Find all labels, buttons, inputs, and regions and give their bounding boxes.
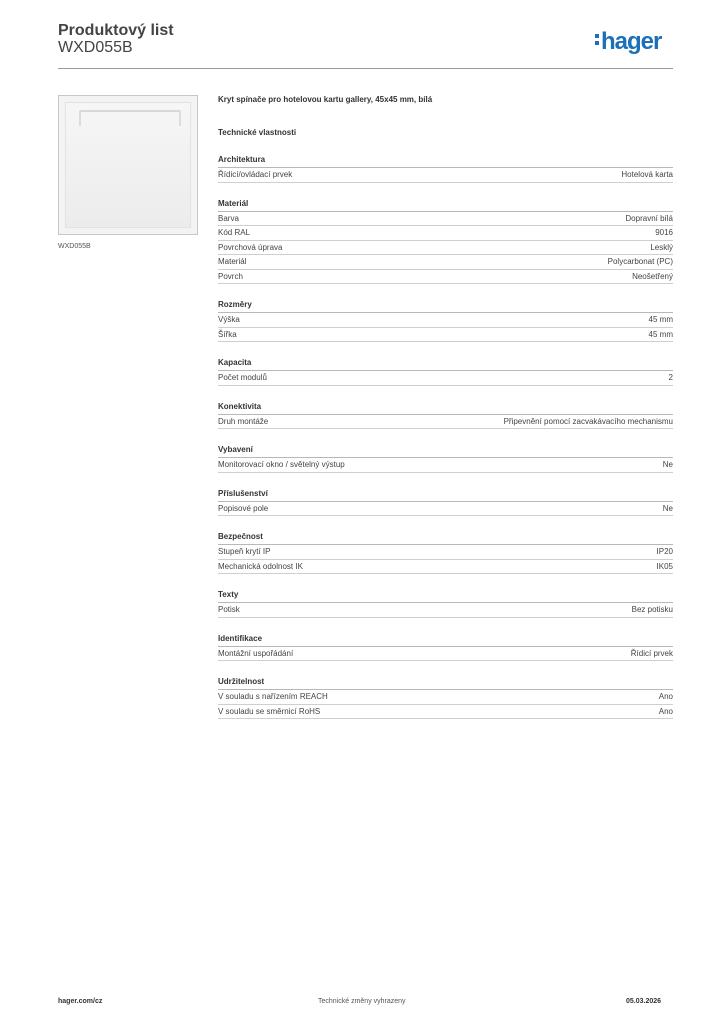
spec-sections bbox=[218, 155, 673, 719]
spec-value: 45 mm bbox=[648, 329, 673, 339]
spec-row bbox=[218, 241, 673, 256]
spec-label: Povrch bbox=[218, 271, 243, 281]
spec-row bbox=[218, 168, 673, 183]
spec-label: Druh montáže bbox=[218, 416, 269, 426]
product-description: Kryt spínače pro hotelovou kartu gallery, 45x45 mm, bílá bbox=[218, 95, 433, 104]
spec-value: Bez potisku bbox=[631, 605, 673, 614]
spec-row bbox=[218, 328, 673, 343]
spec-label: Mechanická odolnost IK bbox=[218, 561, 303, 571]
spec-section bbox=[218, 445, 673, 473]
spec-section bbox=[218, 300, 673, 342]
spec-row bbox=[218, 313, 673, 328]
section-title: Materiál bbox=[218, 199, 673, 212]
spec-label: Potisk bbox=[218, 605, 240, 614]
spec-label: Popisové pole bbox=[218, 503, 269, 513]
spec-label: Materiál bbox=[218, 257, 247, 266]
spec-value: 9016 bbox=[655, 228, 673, 237]
footer-note: Technické změny vyhrazeny bbox=[318, 998, 406, 1005]
spec-row bbox=[218, 647, 673, 662]
spec-row bbox=[218, 255, 673, 270]
spec-value: 2 bbox=[668, 373, 673, 382]
spec-row bbox=[218, 705, 673, 720]
image-caption: WXD055B bbox=[58, 243, 91, 250]
section-title: Rozměry bbox=[218, 300, 673, 313]
spec-value: Dopravní bílá bbox=[625, 213, 673, 223]
spec-row bbox=[218, 560, 673, 575]
spec-value: Připevnění pomocí zacvakávacího mechanismu bbox=[503, 416, 673, 426]
spec-value: Ano bbox=[658, 706, 673, 716]
spec-value: Polycarbonat (PC) bbox=[607, 257, 673, 266]
section-title: Kapacita bbox=[218, 358, 673, 371]
logo-text: hager bbox=[601, 28, 662, 55]
spec-row bbox=[218, 415, 673, 430]
spec-section bbox=[218, 489, 673, 517]
spec-label: V souladu s nařízením REACH bbox=[218, 692, 328, 701]
tech-heading: Technické vlastnosti bbox=[218, 128, 297, 137]
spec-section bbox=[218, 199, 673, 285]
spec-label: Povrchová úprava bbox=[218, 242, 283, 252]
spec-label: Počet modulů bbox=[218, 373, 267, 382]
spec-value: 45 mm bbox=[648, 315, 673, 324]
spec-section bbox=[218, 677, 673, 719]
spec-row bbox=[218, 226, 673, 241]
spec-value: Řídicí prvek bbox=[630, 648, 673, 658]
spec-label: Monitorovací okno / světelný výstup bbox=[218, 460, 345, 469]
section-title: Architektura bbox=[218, 155, 673, 168]
section-title: Bezpečnost bbox=[218, 532, 673, 545]
spec-section bbox=[218, 358, 673, 386]
switch-plate bbox=[65, 102, 191, 228]
spec-row bbox=[218, 458, 673, 473]
section-title: Vybavení bbox=[218, 445, 673, 458]
footer-website: hager.com/cz bbox=[58, 998, 103, 1005]
spec-section bbox=[218, 532, 673, 574]
spec-row bbox=[218, 371, 673, 386]
hager-logo bbox=[595, 28, 661, 58]
spec-section bbox=[218, 155, 673, 183]
spec-row bbox=[218, 603, 673, 618]
spec-value: Ano bbox=[658, 692, 673, 701]
spec-row bbox=[218, 270, 673, 285]
spec-label: Šířka bbox=[218, 329, 237, 339]
section-title: Konektivita bbox=[218, 402, 673, 415]
product-image bbox=[58, 95, 198, 235]
spec-label: Barva bbox=[218, 213, 239, 223]
section-title: Udržitelnost bbox=[218, 677, 673, 690]
spec-value: IK05 bbox=[656, 561, 673, 571]
spec-section bbox=[218, 634, 673, 662]
spec-value: Ne bbox=[662, 460, 673, 469]
footer-date: 05.03.2026 bbox=[626, 998, 662, 1005]
page-title: Produktový list bbox=[58, 22, 174, 39]
spec-label: Výška bbox=[218, 315, 240, 324]
spec-label: Stupeň krytí IP bbox=[218, 547, 271, 556]
spec-value: Hotelová karta bbox=[621, 170, 673, 179]
logo-mark-icon bbox=[595, 34, 599, 45]
header-divider bbox=[58, 68, 673, 69]
spec-row bbox=[218, 690, 673, 705]
spec-value: Lesklý bbox=[650, 242, 673, 252]
product-code: WXD055B bbox=[58, 39, 133, 56]
spec-row bbox=[218, 212, 673, 227]
spec-label: Kód RAL bbox=[218, 228, 251, 237]
section-title: Příslušenství bbox=[218, 489, 673, 502]
spec-value: Neošetřený bbox=[632, 271, 673, 281]
spec-label: Řídicí/ovládací prvek bbox=[218, 170, 293, 179]
section-title: Identifikace bbox=[218, 634, 673, 647]
spec-label: V souladu se směrnicí RoHS bbox=[218, 706, 321, 716]
spec-section bbox=[218, 402, 673, 430]
spec-section bbox=[218, 590, 673, 618]
section-title: Texty bbox=[218, 590, 673, 603]
card-slot bbox=[79, 110, 181, 126]
spec-label: Montážní uspořádání bbox=[218, 648, 294, 658]
spec-value: Ne bbox=[662, 503, 673, 513]
spec-row bbox=[218, 502, 673, 517]
spec-content bbox=[218, 95, 673, 719]
spec-value: IP20 bbox=[656, 547, 673, 556]
spec-row bbox=[218, 545, 673, 560]
